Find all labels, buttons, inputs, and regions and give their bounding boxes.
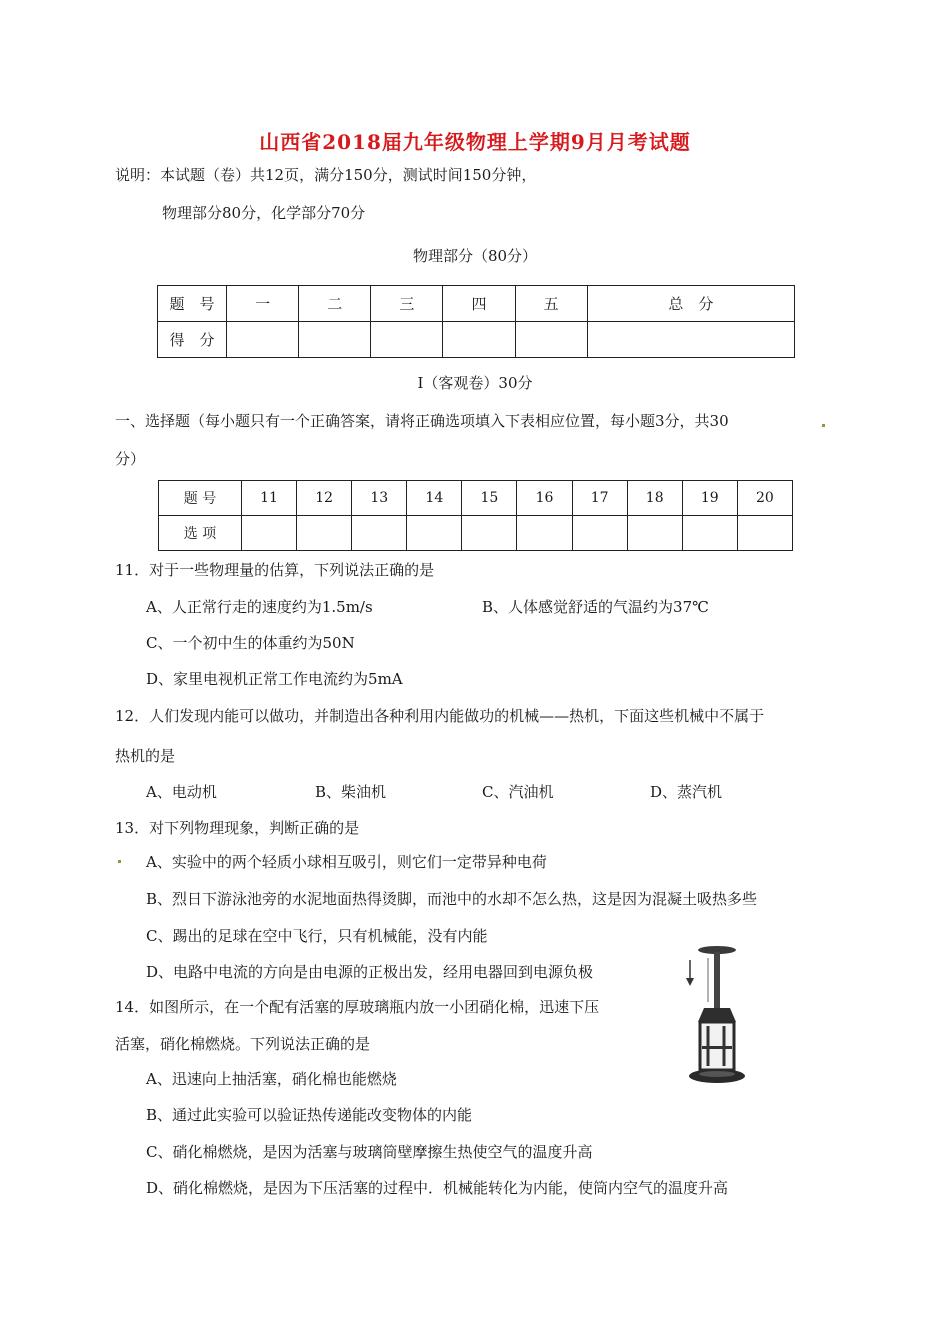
answer-blank-cell[interactable] xyxy=(297,516,352,551)
q12-stem-line-1: 12．人们发现内能可以做功，并制造出各种利用内能做功的机械——热机，下面这些机械中不属于 xyxy=(115,707,765,725)
score-header-cell: 一 xyxy=(227,286,299,322)
intro-line-2: 物理部分80分，化学部分70分 xyxy=(162,204,366,222)
score-table xyxy=(157,285,795,358)
piston-icon xyxy=(698,946,736,1008)
answer-number-cell: 17 xyxy=(572,481,627,516)
answer-table-number-row xyxy=(159,481,793,516)
answer-blank-cell[interactable] xyxy=(572,516,627,551)
q12-option-c: C、汽油机 xyxy=(482,783,554,801)
score-blank-cell[interactable] xyxy=(515,322,587,358)
answer-blank-cell[interactable] xyxy=(407,516,462,551)
down-arrow-icon xyxy=(686,960,694,986)
q12-stem-line-2: 热机的是 xyxy=(115,747,176,765)
part1-instructions-line-1: 一、选择题（每小题只有一个正确答案，请将正确选项填入下表相应位置，每小题3分，共30 xyxy=(115,412,729,430)
q12-option-a: A、电动机 xyxy=(146,783,217,801)
score-blank-cell[interactable] xyxy=(371,322,443,358)
part1-instructions-line-2: 分） xyxy=(115,450,146,468)
score-header-cell: 三 xyxy=(371,286,443,322)
stray-dot xyxy=(118,860,121,863)
q12-option-b: B、柴油机 xyxy=(315,783,387,801)
score-blank-cell[interactable] xyxy=(227,322,299,358)
answer-blank-cell[interactable] xyxy=(517,516,572,551)
q11-stem: 11．对于一些物理量的估算，下列说法正确的是 xyxy=(115,561,435,579)
answer-table xyxy=(158,480,793,551)
score-row-label: 得 分 xyxy=(158,322,227,358)
q11-option-c: C、一个初中生的体重约为50N xyxy=(146,634,355,652)
q14-option-a: A、迅速向上抽活塞，硝化棉也能燃烧 xyxy=(146,1070,397,1088)
answer-number-cell: 18 xyxy=(627,481,682,516)
q14-option-b: B、通过此实验可以验证热传递能改变物体的内能 xyxy=(146,1106,473,1124)
physics-heading: 物理部分（80分） xyxy=(412,247,538,265)
score-blank-cell[interactable] xyxy=(443,322,515,358)
q13-option-b: B、烈日下游泳池旁的水泥地面热得烫脚，而池中的水却不怎么热，这是因为混凝土吸热多些 xyxy=(146,890,758,908)
score-header-cell: 五 xyxy=(515,286,587,322)
score-blank-cell[interactable] xyxy=(299,322,371,358)
answer-number-cell: 12 xyxy=(297,481,352,516)
answer-blank-cell[interactable] xyxy=(242,516,297,551)
answer-blank-cell[interactable] xyxy=(462,516,517,551)
q13-option-c: C、踢出的足球在空中飞行，只有机械能，没有内能 xyxy=(146,927,488,945)
answer-table-choice-row xyxy=(159,516,793,551)
q11-option-d: D、家里电视机正常工作电流约为5mA xyxy=(146,670,403,688)
q14-stem-line-1: 14．如图所示，在一个配有活塞的厚玻璃瓶内放一小团硝化棉，迅速下压 xyxy=(115,998,600,1016)
intro-line-1: 说明：本试题（卷）共12页，满分150分，测试时间150分钟， xyxy=(115,166,537,184)
q13-stem: 13．对下列物理现象，判断正确的是 xyxy=(115,819,360,837)
q14-stem-line-2: 活塞，硝化棉燃烧。下列说法正确的是 xyxy=(115,1035,371,1053)
answer-row-label: 选 项 xyxy=(159,516,242,551)
page-title: 山西省2018届九年级物理上学期9月月考试题 xyxy=(259,130,691,154)
answer-header-label: 题 号 xyxy=(159,481,242,516)
answer-blank-cell[interactable] xyxy=(352,516,407,551)
piston-cylinder-figure xyxy=(680,942,750,1090)
q12-option-d: D、蒸汽机 xyxy=(650,783,723,801)
stray-dot xyxy=(822,424,825,427)
glass-cylinder-icon xyxy=(689,1008,745,1083)
answer-number-cell: 20 xyxy=(737,481,792,516)
score-header-cell: 总 分 xyxy=(587,286,794,322)
score-header-cell: 题 号 xyxy=(158,286,227,322)
answer-number-cell: 19 xyxy=(682,481,737,516)
q14-option-d: D、硝化棉燃烧，是因为下压活塞的过程中．机械能转化为内能，使筒内空气的温度升高 xyxy=(146,1179,729,1197)
answer-number-cell: 11 xyxy=(242,481,297,516)
score-header-cell: 四 xyxy=(443,286,515,322)
score-blank-cell[interactable] xyxy=(587,322,794,358)
answer-number-cell: 14 xyxy=(407,481,462,516)
answer-number-cell: 13 xyxy=(352,481,407,516)
q13-option-d: D、电路中电流的方向是由电源的正极出发，经用电器回到电源负极 xyxy=(146,963,594,981)
answer-blank-cell[interactable] xyxy=(737,516,792,551)
score-table-header-row xyxy=(158,286,795,322)
answer-blank-cell[interactable] xyxy=(627,516,682,551)
q11-option-b: B、人体感觉舒适的气温约为37℃ xyxy=(482,598,709,616)
section-heading: Ⅰ（客观卷）30分 xyxy=(417,374,533,392)
answer-number-cell: 15 xyxy=(462,481,517,516)
answer-blank-cell[interactable] xyxy=(682,516,737,551)
score-header-cell: 二 xyxy=(299,286,371,322)
q13-option-a: A、实验中的两个轻质小球相互吸引，则它们一定带异种电荷 xyxy=(146,853,547,871)
q14-option-c: C、硝化棉燃烧，是因为活塞与玻璃筒壁摩擦生热使空气的温度升高 xyxy=(146,1143,593,1161)
answer-number-cell: 16 xyxy=(517,481,572,516)
score-table-score-row xyxy=(158,322,795,358)
q11-option-a: A、人正常行走的速度约为1.5m/s xyxy=(146,598,373,616)
